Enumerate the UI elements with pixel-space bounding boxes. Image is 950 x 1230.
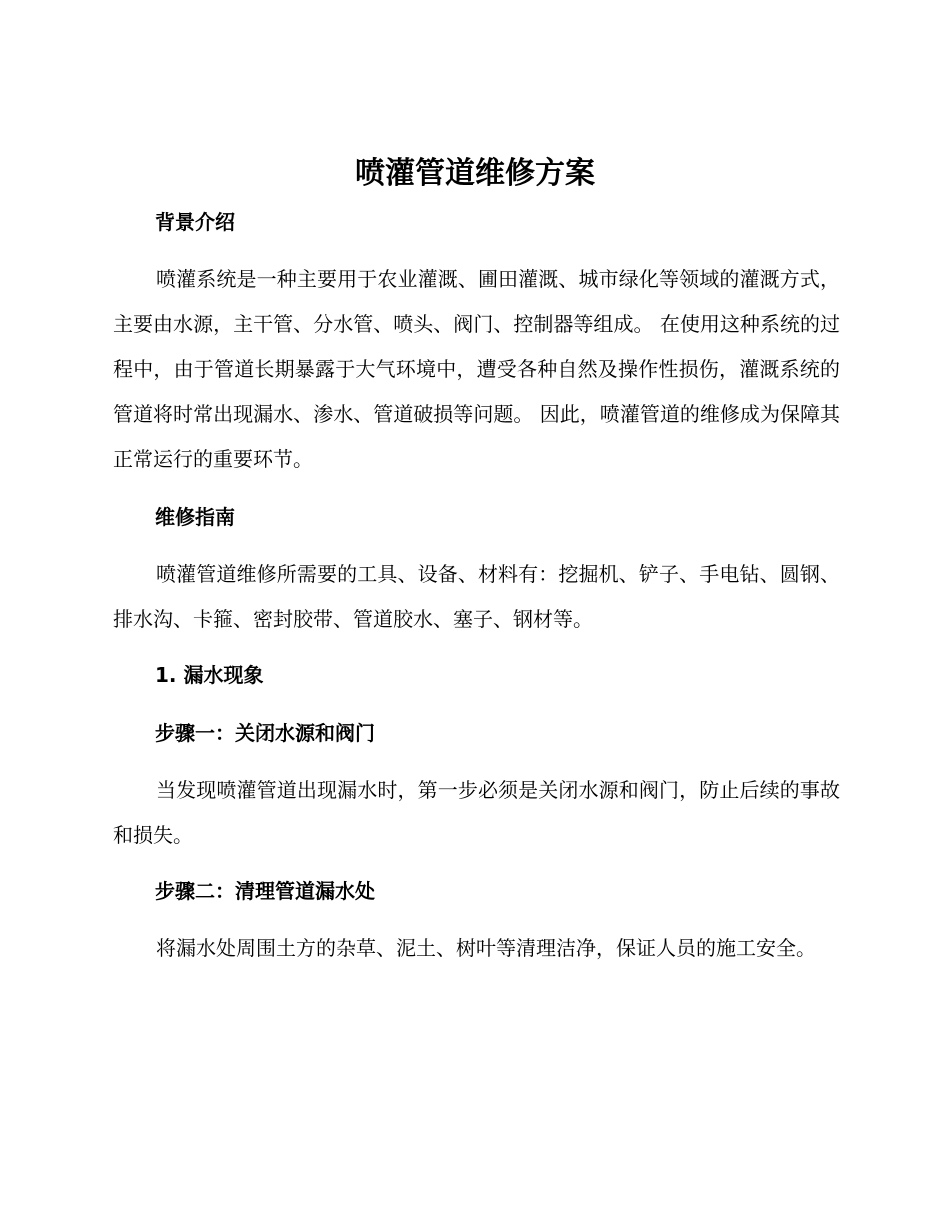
section-heading-step-two: 步骤二：清理管道漏水处	[155, 879, 375, 903]
paragraph-step-one: 当发现喷灌管道出现漏水时，第一步必须是关闭水源和阀门，防止后续的事故和损失。	[113, 778, 840, 847]
section-heading-maintenance-guide: 维修指南	[155, 505, 235, 529]
paragraph-background: 喷灌系统是一种主要用于农业灌溉、圃田灌溉、城市绿化等领域的灌溉方式，主要由水源，主干管、分水管、喷头、阀门、控制器等组成。 在使用这种系统的过程中，由于管道长期暴露于大气环境中，遭受各种自然及操作性损伤，灌溉系统的管道将时常出现漏水、渗水、管道破损等问题。 因此，喷灌管道的维修成为保障其正常运行的重要环节。	[113, 267, 840, 471]
paragraph-tools: 喷灌管道维修所需要的工具、设备、材料有：挖掘机、铲子、手电钻、圆钢、排水沟、卡箍、密封胶带、管道胶水、塞子、钢材等。	[113, 562, 840, 631]
section-heading-background: 背景介绍	[155, 210, 235, 234]
document-title: 喷灌管道维修方案	[355, 156, 595, 191]
paragraph-step-two: 将漏水处周围土方的杂草、泥土、树叶等清理洁净，保证人员的施工安全。	[156, 936, 816, 960]
section-heading-leakage: 1. 漏水现象	[155, 663, 264, 687]
section-heading-step-one: 步骤一：关闭水源和阀门	[155, 721, 375, 745]
